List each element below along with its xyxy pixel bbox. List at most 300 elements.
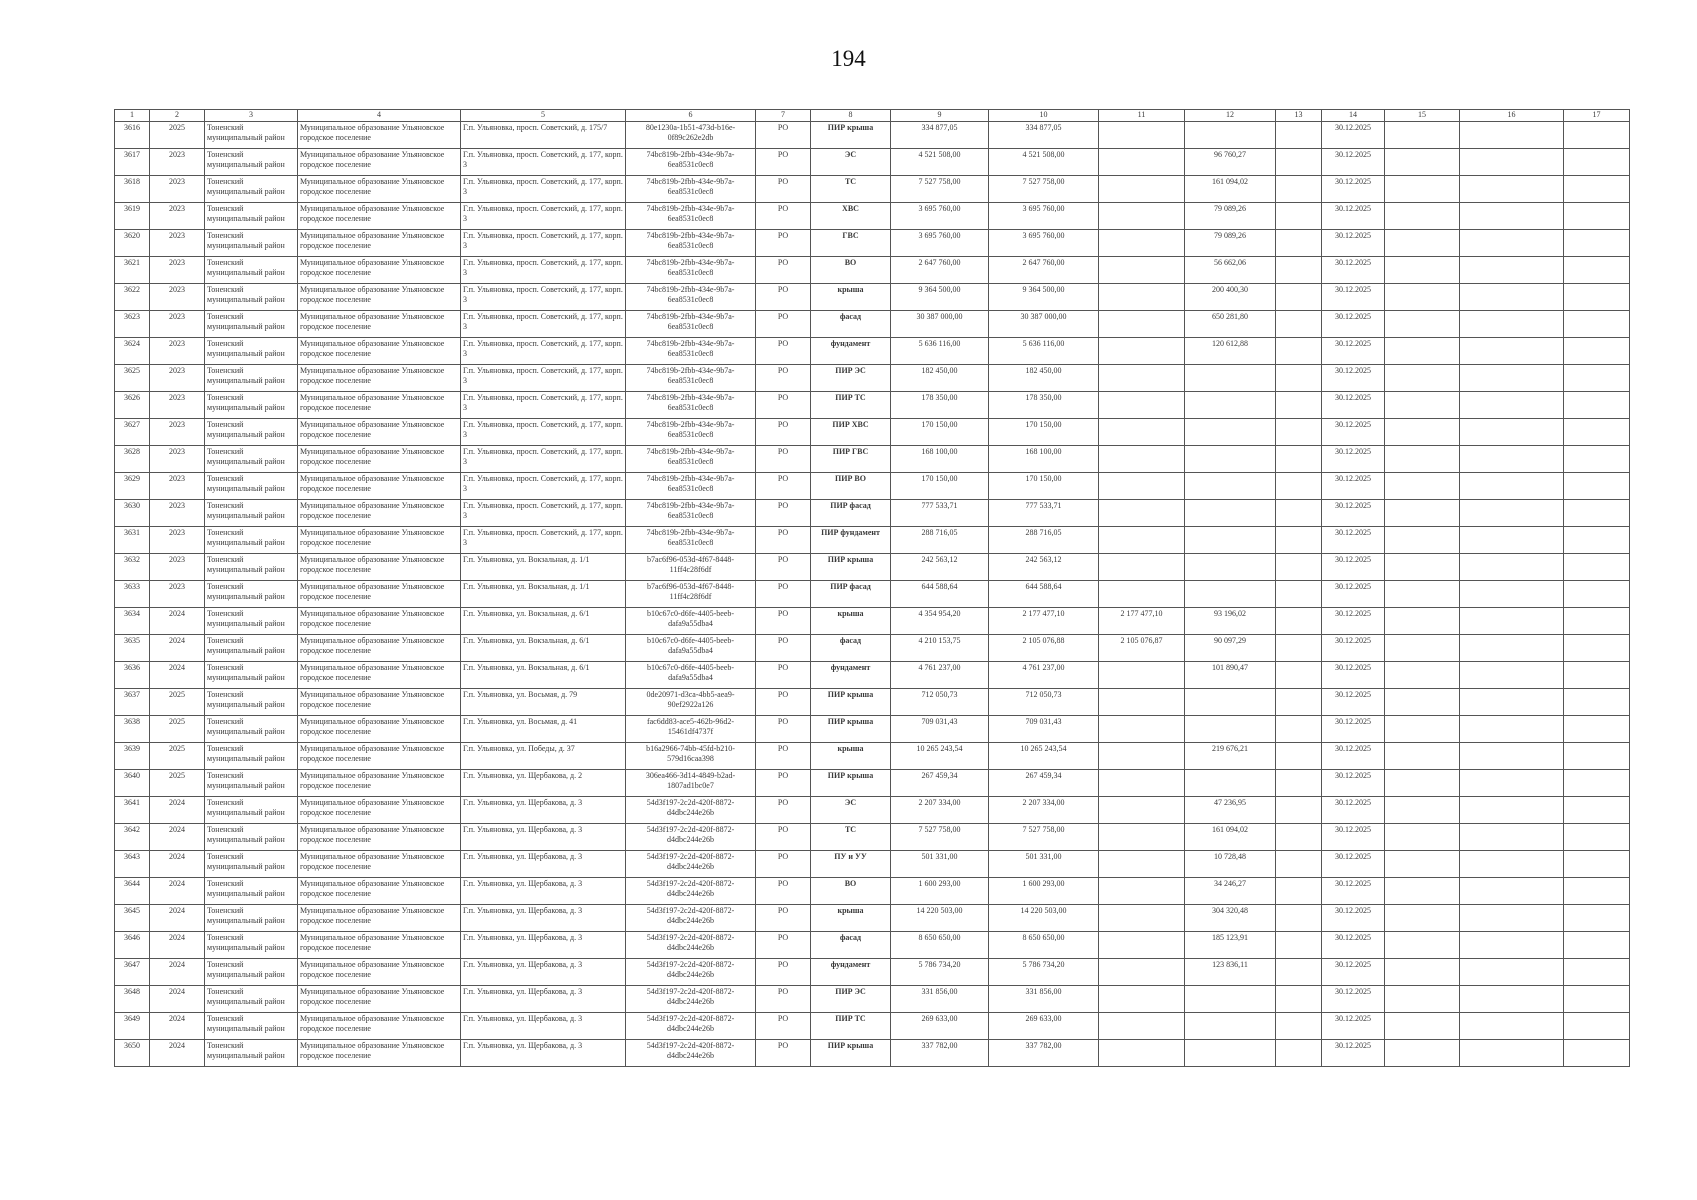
cell-total-cost: 7 527 758,00 [891, 824, 989, 851]
cell-col-17 [1564, 230, 1630, 257]
cell-col-16 [1460, 635, 1564, 662]
cell-col-15 [1385, 689, 1460, 716]
cell-col-17 [1564, 176, 1630, 203]
cell-address: Г.п. Ульяновка, ул. Щербакова, д. 3 [461, 986, 626, 1013]
cell-district: Тоненский муниципальный район [205, 878, 298, 905]
work-type-label: ВО [844, 879, 857, 888]
cell-col-15 [1385, 338, 1460, 365]
cell-house-id: 306ea466-3d14-4849-b2ad-1807ad1bc0e7 [626, 770, 756, 797]
cell-cost-part-3: 123 836,11 [1185, 959, 1276, 986]
cell-deadline: 30.12.2025 [1322, 149, 1385, 176]
cell-row-number: 3634 [115, 608, 150, 635]
cell-work-type [811, 527, 891, 554]
table-row [115, 230, 1630, 257]
cell-house-id: 54d3f197-2c2d-420f-8872-d4dbc244e26b [626, 878, 756, 905]
column-header: 12 [1185, 110, 1276, 122]
cell-cost-part-2 [1099, 122, 1185, 149]
cell-house-id: b10c67c0-d6fe-4405-beeb-dafa9a55dba4 [626, 635, 756, 662]
cell-address: Г.п. Ульяновка, ул. Щербакова, д. 3 [461, 905, 626, 932]
cell-deadline: 30.12.2025 [1322, 257, 1385, 284]
cell-cost-part-1: 168 100,00 [989, 446, 1099, 473]
cell-cost-part-2 [1099, 1040, 1185, 1067]
cell-total-cost: 5 786 734,20 [891, 959, 989, 986]
cell-district: Тоненский муниципальный район [205, 149, 298, 176]
cell-cost-part-2 [1099, 662, 1185, 689]
table-row [115, 716, 1630, 743]
cell-col-15 [1385, 527, 1460, 554]
cell-district: Тоненский муниципальный район [205, 1013, 298, 1040]
cell-house-id: 54d3f197-2c2d-420f-8872-d4dbc244e26b [626, 1040, 756, 1067]
cell-district: Тоненский муниципальный район [205, 500, 298, 527]
cell-col-15 [1385, 1040, 1460, 1067]
cell-cost-part-3 [1185, 473, 1276, 500]
cell-work-type [811, 230, 891, 257]
cell-col-15 [1385, 608, 1460, 635]
table-row [115, 500, 1630, 527]
cell-cost-part-3: 185 123,91 [1185, 932, 1276, 959]
cell-address: Г.п. Ульяновка, просп. Советский, д. 177, корп. 3 [461, 257, 626, 284]
cell-house-id: 74bc819b-2fbb-434e-9b7a-6ea8531c0ec8 [626, 311, 756, 338]
cell-row-number: 3617 [115, 149, 150, 176]
cell-col-13 [1276, 581, 1322, 608]
cell-cost-part-2 [1099, 581, 1185, 608]
cell-operator: РО [756, 878, 811, 905]
cell-col-15 [1385, 446, 1460, 473]
column-header: 17 [1564, 110, 1630, 122]
cell-operator: РО [756, 527, 811, 554]
cell-district: Тоненский муниципальный район [205, 122, 298, 149]
cell-operator: РО [756, 149, 811, 176]
cell-work-type [811, 851, 891, 878]
cell-house-id: 54d3f197-2c2d-420f-8872-d4dbc244e26b [626, 797, 756, 824]
cell-total-cost: 644 588,64 [891, 581, 989, 608]
cell-year: 2024 [150, 986, 205, 1013]
cell-address: Г.п. Ульяновка, ул. Щербакова, д. 3 [461, 878, 626, 905]
cell-district: Тоненский муниципальный район [205, 689, 298, 716]
column-header: 8 [811, 110, 891, 122]
cell-cost-part-3 [1185, 392, 1276, 419]
cell-district: Тоненский муниципальный район [205, 851, 298, 878]
cell-col-13 [1276, 662, 1322, 689]
cell-municipality: Муниципальное образование Ульяновское городское поселение [298, 500, 461, 527]
column-header: 14 [1322, 110, 1385, 122]
cell-col-13 [1276, 257, 1322, 284]
cell-address: Г.п. Ульяновка, ул. Вокзальная, д. 6/1 [461, 608, 626, 635]
cell-row-number: 3644 [115, 878, 150, 905]
cell-cost-part-2 [1099, 932, 1185, 959]
table-row [115, 311, 1630, 338]
cell-col-15 [1385, 284, 1460, 311]
cell-col-16 [1460, 662, 1564, 689]
cell-deadline: 30.12.2025 [1322, 338, 1385, 365]
cell-total-cost: 178 350,00 [891, 392, 989, 419]
table-row [115, 446, 1630, 473]
cell-work-type [811, 716, 891, 743]
cell-col-16 [1460, 500, 1564, 527]
cell-row-number: 3640 [115, 770, 150, 797]
work-type-label: ТС [844, 177, 857, 186]
cell-district: Тоненский муниципальный район [205, 986, 298, 1013]
cell-total-cost: 331 856,00 [891, 986, 989, 1013]
cell-col-17 [1564, 527, 1630, 554]
cell-cost-part-3: 34 246,27 [1185, 878, 1276, 905]
cell-operator: РО [756, 689, 811, 716]
work-type-label: ПУ и УУ [834, 852, 867, 861]
cell-municipality: Муниципальное образование Ульяновское городское поселение [298, 473, 461, 500]
cell-year: 2023 [150, 365, 205, 392]
cell-cost-part-1: 178 350,00 [989, 392, 1099, 419]
cell-address: Г.п. Ульяновка, ул. Щербакова, д. 3 [461, 932, 626, 959]
column-header: 4 [298, 110, 461, 122]
cell-cost-part-3 [1185, 770, 1276, 797]
cell-district: Тоненский муниципальный район [205, 365, 298, 392]
cell-cost-part-1: 8 650 650,00 [989, 932, 1099, 959]
cell-year: 2023 [150, 581, 205, 608]
cell-row-number: 3638 [115, 716, 150, 743]
cell-col-17 [1564, 311, 1630, 338]
cell-col-15 [1385, 473, 1460, 500]
cell-year: 2024 [150, 608, 205, 635]
cell-address: Г.п. Ульяновка, просп. Советский, д. 177, корп. 3 [461, 149, 626, 176]
cell-total-cost: 4 354 954,20 [891, 608, 989, 635]
cell-cost-part-3: 93 196,02 [1185, 608, 1276, 635]
cell-municipality: Муниципальное образование Ульяновское городское поселение [298, 824, 461, 851]
work-type-label: ПИР крыша [827, 771, 874, 780]
cell-cost-part-2 [1099, 716, 1185, 743]
table-row [115, 338, 1630, 365]
cell-year: 2025 [150, 689, 205, 716]
cell-operator: РО [756, 122, 811, 149]
cell-cost-part-3: 161 094,02 [1185, 176, 1276, 203]
cell-operator: РО [756, 932, 811, 959]
cell-municipality: Муниципальное образование Ульяновское городское поселение [298, 392, 461, 419]
table-row [115, 905, 1630, 932]
column-header: 15 [1385, 110, 1460, 122]
cell-cost-part-1: 2 177 477,10 [989, 608, 1099, 635]
cell-municipality: Муниципальное образование Ульяновское городское поселение [298, 122, 461, 149]
cell-address: Г.п. Ульяновка, просп. Советский, д. 177, корп. 3 [461, 176, 626, 203]
cell-cost-part-2 [1099, 770, 1185, 797]
cell-col-17 [1564, 554, 1630, 581]
work-type-label: фасад [839, 636, 862, 645]
header-row [115, 110, 1630, 122]
cell-district: Тоненский муниципальный район [205, 554, 298, 581]
cell-row-number: 3635 [115, 635, 150, 662]
cell-address: Г.п. Ульяновка, просп. Советский, д. 177, корп. 3 [461, 203, 626, 230]
cell-year: 2023 [150, 149, 205, 176]
cell-deadline: 30.12.2025 [1322, 743, 1385, 770]
cell-deadline: 30.12.2025 [1322, 635, 1385, 662]
cell-total-cost: 242 563,12 [891, 554, 989, 581]
cell-cost-part-2 [1099, 527, 1185, 554]
cell-col-13 [1276, 473, 1322, 500]
cell-cost-part-2 [1099, 824, 1185, 851]
cell-col-13 [1276, 554, 1322, 581]
cell-deadline: 30.12.2025 [1322, 905, 1385, 932]
cell-cost-part-1: 501 331,00 [989, 851, 1099, 878]
cell-row-number: 3622 [115, 284, 150, 311]
cell-total-cost: 10 265 243,54 [891, 743, 989, 770]
cell-address: Г.п. Ульяновка, просп. Советский, д. 177, корп. 3 [461, 500, 626, 527]
cell-year: 2023 [150, 230, 205, 257]
cell-col-16 [1460, 797, 1564, 824]
cell-operator: РО [756, 338, 811, 365]
cell-house-id: 54d3f197-2c2d-420f-8872-d4dbc244e26b [626, 1013, 756, 1040]
work-type-label: ПИР крыша [827, 1041, 874, 1050]
cell-operator: РО [756, 581, 811, 608]
cell-deadline: 30.12.2025 [1322, 689, 1385, 716]
cell-municipality: Муниципальное образование Ульяновское городское поселение [298, 716, 461, 743]
cell-cost-part-3: 650 281,80 [1185, 311, 1276, 338]
cell-municipality: Муниципальное образование Ульяновское городское поселение [298, 797, 461, 824]
cell-total-cost: 777 533,71 [891, 500, 989, 527]
cell-cost-part-2 [1099, 986, 1185, 1013]
cell-municipality: Муниципальное образование Ульяновское городское поселение [298, 932, 461, 959]
cell-row-number: 3619 [115, 203, 150, 230]
cell-col-13 [1276, 230, 1322, 257]
cell-work-type [811, 581, 891, 608]
cell-row-number: 3641 [115, 797, 150, 824]
cell-col-17 [1564, 581, 1630, 608]
cell-total-cost: 2 647 760,00 [891, 257, 989, 284]
cell-address: Г.п. Ульяновка, ул. Щербакова, д. 3 [461, 959, 626, 986]
cell-cost-part-1: 269 633,00 [989, 1013, 1099, 1040]
work-type-label: ПИР крыша [827, 690, 874, 699]
cell-address: Г.п. Ульяновка, ул. Вокзальная, д. 1/1 [461, 581, 626, 608]
cell-year: 2024 [150, 878, 205, 905]
cell-col-13 [1276, 770, 1322, 797]
cell-col-17 [1564, 1040, 1630, 1067]
cell-operator: РО [756, 311, 811, 338]
cell-deadline: 30.12.2025 [1322, 473, 1385, 500]
work-type-label: ПИР крыша [827, 555, 874, 564]
cell-year: 2023 [150, 257, 205, 284]
cell-cost-part-1: 30 387 000,00 [989, 311, 1099, 338]
cell-municipality: Муниципальное образование Ульяновское городское поселение [298, 608, 461, 635]
cell-house-id: 0de20971-d3ca-4bb5-aea9-90ef2922a126 [626, 689, 756, 716]
cell-total-cost: 5 636 116,00 [891, 338, 989, 365]
cell-operator: РО [756, 473, 811, 500]
cell-col-15 [1385, 959, 1460, 986]
cell-operator: РО [756, 716, 811, 743]
cell-municipality: Муниципальное образование Ульяновское городское поселение [298, 959, 461, 986]
cell-work-type [811, 635, 891, 662]
cell-cost-part-3 [1185, 1040, 1276, 1067]
cell-col-13 [1276, 527, 1322, 554]
cell-deadline: 30.12.2025 [1322, 311, 1385, 338]
cell-address: Г.п. Ульяновка, просп. Советский, д. 177, корп. 3 [461, 392, 626, 419]
work-type-label: фундамент [830, 960, 871, 969]
work-type-label: ХВС [842, 204, 859, 213]
cell-col-16 [1460, 824, 1564, 851]
cell-cost-part-1: 334 877,05 [989, 122, 1099, 149]
cell-municipality: Муниципальное образование Ульяновское городское поселение [298, 230, 461, 257]
cell-house-id: b7ac6f96-053d-4f67-8448-11ff4c28f6df [626, 581, 756, 608]
cell-col-17 [1564, 203, 1630, 230]
cell-work-type [811, 149, 891, 176]
cell-col-16 [1460, 932, 1564, 959]
cell-cost-part-1: 10 265 243,54 [989, 743, 1099, 770]
cell-address: Г.п. Ульяновка, ул. Щербакова, д. 2 [461, 770, 626, 797]
cell-col-15 [1385, 905, 1460, 932]
column-header: 3 [205, 110, 298, 122]
cell-col-16 [1460, 851, 1564, 878]
column-header: 11 [1099, 110, 1185, 122]
cell-year: 2024 [150, 932, 205, 959]
work-type-label: ПИР фасад [830, 582, 871, 591]
cell-house-id: 74bc819b-2fbb-434e-9b7a-6ea8531c0ec8 [626, 284, 756, 311]
table-row [115, 257, 1630, 284]
cell-col-17 [1564, 716, 1630, 743]
cell-house-id: 74bc819b-2fbb-434e-9b7a-6ea8531c0ec8 [626, 230, 756, 257]
cell-cost-part-2 [1099, 392, 1185, 419]
cell-operator: РО [756, 500, 811, 527]
cell-row-number: 3623 [115, 311, 150, 338]
cell-col-16 [1460, 203, 1564, 230]
cell-address: Г.п. Ульяновка, просп. Советский, д. 177, корп. 3 [461, 230, 626, 257]
cell-cost-part-3: 101 890,47 [1185, 662, 1276, 689]
cell-row-number: 3620 [115, 230, 150, 257]
cell-cost-part-3 [1185, 689, 1276, 716]
cell-work-type [811, 500, 891, 527]
cell-house-id: 54d3f197-2c2d-420f-8872-d4dbc244e26b [626, 986, 756, 1013]
cell-district: Тоненский муниципальный район [205, 581, 298, 608]
cell-deadline: 30.12.2025 [1322, 230, 1385, 257]
cell-deadline: 30.12.2025 [1322, 554, 1385, 581]
cell-row-number: 3632 [115, 554, 150, 581]
table-row [115, 932, 1630, 959]
work-type-label: ВО [844, 258, 857, 267]
cell-total-cost: 3 695 760,00 [891, 203, 989, 230]
cell-col-17 [1564, 689, 1630, 716]
cell-district: Тоненский муниципальный район [205, 743, 298, 770]
cell-cost-part-3 [1185, 419, 1276, 446]
cell-cost-part-2 [1099, 149, 1185, 176]
cell-col-13 [1276, 689, 1322, 716]
cell-col-16 [1460, 689, 1564, 716]
cell-operator: РО [756, 392, 811, 419]
cell-total-cost: 182 450,00 [891, 365, 989, 392]
cell-year: 2024 [150, 662, 205, 689]
cell-municipality: Муниципальное образование Ульяновское городское поселение [298, 1040, 461, 1067]
cell-col-16 [1460, 284, 1564, 311]
cell-address: Г.п. Ульяновка, ул. Щербакова, д. 3 [461, 797, 626, 824]
cell-col-13 [1276, 797, 1322, 824]
cell-cost-part-1: 4 521 508,00 [989, 149, 1099, 176]
cell-col-16 [1460, 365, 1564, 392]
cell-cost-part-3 [1185, 500, 1276, 527]
cell-cost-part-2 [1099, 554, 1185, 581]
cell-row-number: 3627 [115, 419, 150, 446]
cell-col-17 [1564, 959, 1630, 986]
cell-operator: РО [756, 1040, 811, 1067]
cell-cost-part-2 [1099, 473, 1185, 500]
cell-cost-part-1: 1 600 293,00 [989, 878, 1099, 905]
cell-deadline: 30.12.2025 [1322, 446, 1385, 473]
cell-col-13 [1276, 311, 1322, 338]
cell-cost-part-1: 170 150,00 [989, 473, 1099, 500]
cell-address: Г.п. Ульяновка, ул. Вокзальная, д. 6/1 [461, 662, 626, 689]
cell-work-type [811, 554, 891, 581]
cell-cost-part-2 [1099, 743, 1185, 770]
cell-cost-part-3 [1185, 986, 1276, 1013]
cell-deadline: 30.12.2025 [1322, 581, 1385, 608]
cell-work-type [811, 878, 891, 905]
column-header: 6 [626, 110, 756, 122]
cell-work-type [811, 365, 891, 392]
cell-cost-part-2 [1099, 365, 1185, 392]
cell-deadline: 30.12.2025 [1322, 500, 1385, 527]
cell-cost-part-3: 90 097,29 [1185, 635, 1276, 662]
cell-cost-part-1: 337 782,00 [989, 1040, 1099, 1067]
cell-col-15 [1385, 257, 1460, 284]
cell-cost-part-2 [1099, 284, 1185, 311]
table-row [115, 473, 1630, 500]
cell-address: Г.п. Ульяновка, ул. Щербакова, д. 3 [461, 824, 626, 851]
cell-deadline: 30.12.2025 [1322, 284, 1385, 311]
cell-col-17 [1564, 905, 1630, 932]
cell-house-id: b10c67c0-d6fe-4405-beeb-dafa9a55dba4 [626, 608, 756, 635]
cell-total-cost: 288 716,05 [891, 527, 989, 554]
work-type-label: фасад [839, 933, 862, 942]
cell-col-15 [1385, 419, 1460, 446]
cell-house-id: 74bc819b-2fbb-434e-9b7a-6ea8531c0ec8 [626, 392, 756, 419]
cell-year: 2024 [150, 635, 205, 662]
cell-col-13 [1276, 959, 1322, 986]
cell-col-16 [1460, 608, 1564, 635]
cell-col-13 [1276, 122, 1322, 149]
cell-col-16 [1460, 419, 1564, 446]
cell-col-15 [1385, 203, 1460, 230]
cell-operator: РО [756, 284, 811, 311]
cell-year: 2023 [150, 419, 205, 446]
cell-deadline: 30.12.2025 [1322, 932, 1385, 959]
cell-total-cost: 8 650 650,00 [891, 932, 989, 959]
cell-cost-part-3: 79 089,26 [1185, 203, 1276, 230]
cell-col-15 [1385, 797, 1460, 824]
cell-house-id: 54d3f197-2c2d-420f-8872-d4dbc244e26b [626, 932, 756, 959]
cell-cost-part-1: 7 527 758,00 [989, 176, 1099, 203]
work-type-label: ГВС [842, 231, 859, 240]
cell-col-13 [1276, 365, 1322, 392]
cell-cost-part-3 [1185, 122, 1276, 149]
cell-row-number: 3648 [115, 986, 150, 1013]
cell-col-13 [1276, 851, 1322, 878]
cell-address: Г.п. Ульяновка, просп. Советский, д. 177, корп. 3 [461, 338, 626, 365]
cell-cost-part-3 [1185, 527, 1276, 554]
cell-col-17 [1564, 257, 1630, 284]
cell-total-cost: 501 331,00 [891, 851, 989, 878]
cell-cost-part-3: 96 760,27 [1185, 149, 1276, 176]
cell-col-13 [1276, 743, 1322, 770]
cell-col-15 [1385, 230, 1460, 257]
cell-col-13 [1276, 1040, 1322, 1067]
cell-work-type [811, 419, 891, 446]
cell-col-16 [1460, 716, 1564, 743]
cell-address: Г.п. Ульяновка, просп. Советский, д. 177, корп. 3 [461, 419, 626, 446]
cell-col-17 [1564, 608, 1630, 635]
cell-operator: РО [756, 824, 811, 851]
cell-col-15 [1385, 986, 1460, 1013]
cell-total-cost: 712 050,73 [891, 689, 989, 716]
cell-col-17 [1564, 419, 1630, 446]
work-type-label: ПИР ЭС [835, 987, 866, 996]
work-type-label: ПИР крыша [827, 717, 874, 726]
cell-total-cost: 14 220 503,00 [891, 905, 989, 932]
cell-address: Г.п. Ульяновка, просп. Советский, д. 175/7 [461, 122, 626, 149]
cell-operator: РО [756, 419, 811, 446]
cell-municipality: Муниципальное образование Ульяновское городское поселение [298, 635, 461, 662]
